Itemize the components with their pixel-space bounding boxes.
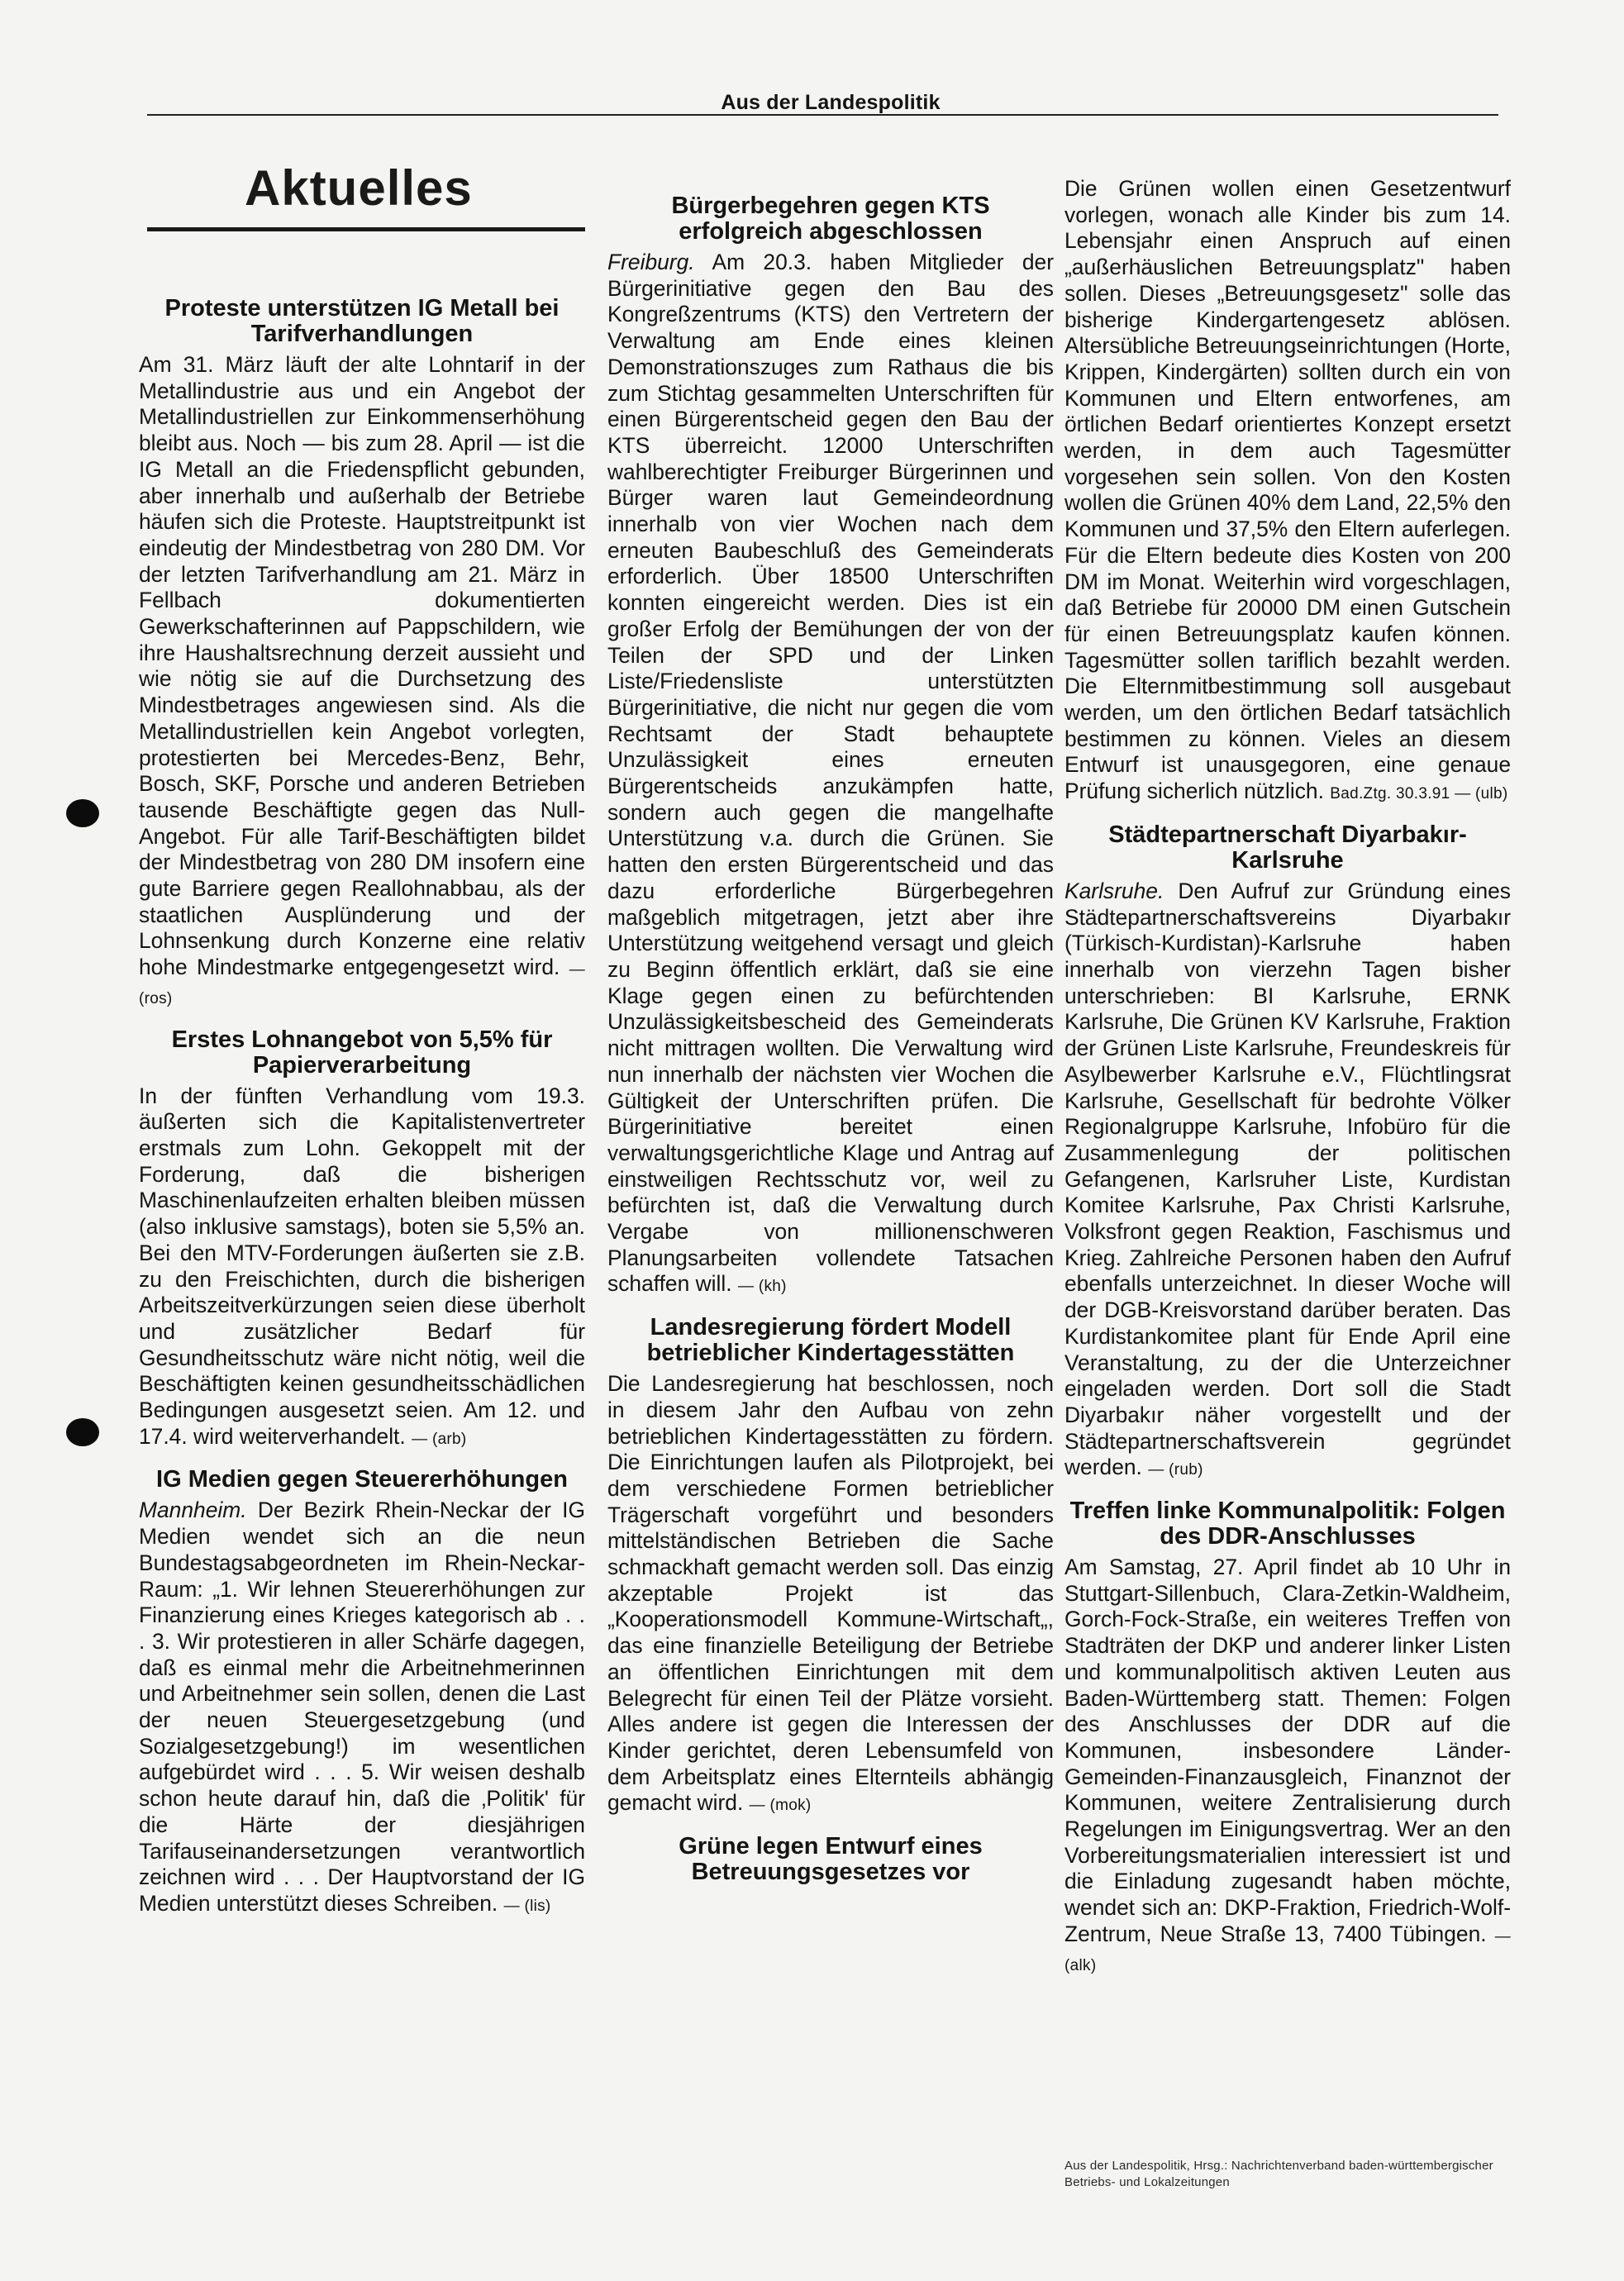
article-place: Mannheim.	[139, 1498, 247, 1523]
section-header: Aus der Landespolitik	[721, 91, 941, 114]
article-text: Am 20.3. haben Mitglieder der Bürgerinitiative gegen den Bau des Kongreßzentrums (KTS) den Vertretern der Verwaltung am Ende eines kleinen Demonstrationszuges zum Rathaus die bis zum Stichtag gesammelten Unterschriften für einen Bürgerentscheid gegen den Bau der KTS überreicht. 12000 Unterschriften wahlberechtigter Freiburger Bürgerinnen und Bürger waren laut Gemeindeordnung innerhalb von vier Wochen nach dem erneuten Baubeschluß des Gemeinderats erforderlich. Über 18500 Unterschriften konnten eingereicht werden. Dies ist ein großer Erfolg der Bemühungen der von der Teilen der SPD und der Linken Liste/Friedensliste unterstützten Bürgerinitiative, die nicht nur gegen die vom Rechtsamt der Stadt behauptete Unzulässigkeit eines erneuten Bürgerentscheids anzukämpfen hatte, sondern auch gegen die mangelhafte Unterstützung v.a. durch die Grünen. Sie hatten den ersten Bürgerentscheid und das dazu erforderliche Bürgerbegehren maßgeblich mitgetragen, jetzt aber ihre Unterstützung weitgehend versagt und gleich zu Beginn öffentlich erklärt, daß sie eine Klage gegen einen zu befürchtenden Unzulässigkeitsbescheid des Gemeinderats nicht mittragen wollten. Die Verwaltung wird nun innerhalb der nächsten vier Wochen die Gültigkeit der Unterschriften prüfen. Die Bürgerinitiative bereitet einen verwaltungsgerichtliche Klage und Antrag auf einstweiligen Rechtsschutz vor, weil zu befürchten ist, daß die Verwaltung durch Vergabe von millionenschweren Planungsarbeiten vollendete Tatsachen schaffen will.	[607, 250, 1054, 1297]
article-title: Proteste unterstützen IG Metall bei Tarifverhandlungen	[164, 295, 560, 347]
article-text: Am 31. März läuft der alte Lohntarif in der Metallindustrie aus und ein Angebot der Metallindustriellen zur Einkommenserhöhung bleibt aus. Noch — bis zum 28. April — ist die IG Metall an die Friedenspflicht gebunden, aber innerhalb und außerhalb der Betriebe häufen sich die Proteste. Hauptstreitpunkt ist eindeutig der Mindestbetrag von 280 DM. Vor der letzten Tarifverhandlung am 21. März in Fellbach dokumentierten Gewerkschafterinnen auf Pappschildern, wie ihre Haushaltsrechnung derzeit aussieht und wie nötig sie auf die Durchsetzung des Mindestbetrages angewiesen sind. Als die Metallindustriellen kein Angebot vorlegten, protestierten bei Mercedes-Benz, Behr, Bosch, SKF, Porsche und anderen Betrieben tausende Beschäftigte gegen das Null-Angebot. Für alle Tarif-Beschäftigten bildet der Mindestbetrag von 280 DM insofern eine gute Barriere gegen Reallohnabbau, als der staatlichen Ausplünderung und der Lohnsenkung durch Konzerne eine relativ hohe Mindestmarke entgegengesetzt wird.	[139, 352, 585, 980]
article	[607, 1834, 1054, 1885]
article-place: Karlsruhe.	[1064, 878, 1164, 903]
article-text: In der fünften Verhandlung vom 19.3. äußerten sich die Kapitalistenvertreter erstmals zum Lohn. Gekoppelt mit der Forderung, daß die bisherigen Maschinenlaufzeiten erhalten bleiben müssen (also inklusive samstags), boten sie 5,5% an. Bei den MTV-Forderungen äußerten sie z.B. zu den Freischichten, durch die bisherigen Arbeitszeitverkürzungen seien diese überholt und zusätzlicher Bedarf für Gesundheitsschutz wäre nicht nötig, weil die Beschäftigten keinen gesundheitsschädlichen Bedingungen ausgesetzt seien. Am 12. und 17.4. wird weiterverhandelt.	[139, 1083, 585, 1449]
column-1	[139, 296, 585, 1935]
article-signature: — (arb)	[412, 1430, 467, 1448]
column-2	[607, 193, 1054, 1890]
article-body	[139, 1498, 585, 1919]
article-continued	[1064, 176, 1511, 807]
article	[607, 1315, 1054, 1819]
article-text: Der Bezirk Rhein-Neckar der IG Medien wendet sich an die neun Bundestagsabgeordneten im Rhein-Neckar-Raum: „1. Wir lehnen Steuererhöhungen zur Finanzierung eines Krieges kategorisch ab . . . 3. Wir protestieren in aller Schärfe dagegen, daß es einmal mehr die Arbeitnehmerinnen und Arbeitnehmer sein sollen, denen die Last der neuen Steuergesetzgebung (und Sozialgesetzgebung!) im wesentlichen aufgebürdet wird . . . 5. Wir weisen deshalb schon heute darauf hin, daß die ‚Politik' für die Härte der diesjährigen Tarifauseinandersetzungen verantwortlich zeichnen wird . . . Der Hauptvorstand der IG Medien unterstützt dieses Schreiben.	[139, 1498, 585, 1916]
article	[139, 1027, 585, 1453]
publisher-footer: Aus der Landespolitik, Hrsg.: Nachrichtenverband baden-württembergischer Betriebs- und Lokalzeitungen	[1064, 2159, 1493, 2189]
title-underline	[147, 227, 585, 231]
article-signature: — (alk)	[1064, 1927, 1511, 1974]
article-place: Freiburg.	[607, 250, 695, 274]
article-body	[139, 352, 585, 1012]
article-body	[1064, 879, 1511, 1483]
article-body	[607, 1371, 1054, 1819]
article-signature: — (rub)	[1148, 1461, 1203, 1479]
punch-hole	[66, 799, 99, 827]
punch-hole	[66, 1418, 99, 1446]
article-signature: — (kh)	[737, 1278, 787, 1296]
article-text: Die Grünen wollen einen Gesetzentwurf vorlegen, wonach alle Kinder bis zum 14. Lebensjahr einen Anspruch auf einen „außerhäuslichen Betreuungsplatz" haben sollen. Dieses „Betreuungsgesetz" solle das bisherige Kindergartengesetz ablösen. Altersübliche Betreuungseinrichtungen (Horte, Krippen, Kindergärten) sollten durch ein von Kommunen und Eltern entworfenes, am örtlichen Bedarf orientiertes Konzept ersetzt werden, in dem auch Tagesmütter vorgesehen sein sollen. Von den Kosten wollen die Grünen 40% dem Land, 22,5% den Kommunen und 37,5% den Eltern auferlegen. Für die Eltern bedeute dies Kosten von 200 DM im Monat. Weiterhin wird vorgeschlagen, daß Betriebe für 20000 DM einen Gutschein für einen Betreuungsplatz kaufen können. Tagesmütter sollen tariflich bezahlt werden. Die Elternmitbestimmung soll ausgebaut werden, um den örtlichen Bedarf tatsächlich bestimmen zu können. Vieles an diesem Entwurf ist unausgegoren, eine genaue Prüfung sicherlich nützlich.	[1064, 176, 1511, 804]
article-text: Die Landesregierung hat beschlossen, noch in diesem Jahr den Aufbau von zehn betrieblichen Kindertagesstätten zu fördern. Die Einrichtungen laufen als Pilotprojekt, bei dem verschiedene Formen betrieblicher Trägerschaft vorgeführt und besonders mittelständischen Betrieben die Sache schmackhaft gemacht werden soll. Das einzig akzeptable Projekt ist das „Kooperationsmodell Kommune-Wirtschaft„, das eine finanzielle Beteiligung der Betriebe an öffentlichen Einrichtungen mit dem Belegrecht für einen Teil der Plätze vorsieht. Alles andere ist gegen die Interessen der Kinder gerichtet, deren Lebensumfeld von dem Arbeitsplatz eines Elternteils abhängig gemacht wird.	[607, 1371, 1054, 1816]
page-title: Aktuelles	[245, 160, 473, 216]
article-body	[1064, 1555, 1511, 1979]
article-text: Am Samstag, 27. April findet ab 10 Uhr in Stuttgart-Sillenbuch, Clara-Zetkin-Waldheim, Gorch-Fock-Straße, ein weiteres Treffen von Stadträten der DKP und anderer linker Listen und kommunalpolitisch aktiven Leuten aus Baden-Württemberg statt. Themen: Folgen des Anschlusses der DDR auf die Kommunen, insbesondere Länder-Gemeinden-Finanzausgleich, Finanznot der Kommunen, weitere Zentralisierung durch Regelungen im Einigungsvertrag. Wer an den Vorbereitungsmaterialien interessiert ist und die Einladung zugesandt haben möchte, wendet sich an: DKP-Fraktion, Friedrich-Wolf-Zentrum, Neue Straße 13, 7400 Tübingen.	[1064, 1555, 1511, 1946]
article-title: Landesregierung fördert Modell betrieblicher Kindertagesstätten	[646, 1314, 1015, 1367]
article-body	[1064, 176, 1511, 807]
article	[139, 296, 585, 1012]
article-title: Grüne legen Entwurf eines Betreuungsgesetzes vor	[679, 1833, 983, 1886]
article-signature: Bad.Ztg. 30.3.91 — (ulb)	[1330, 785, 1508, 803]
article-title: IG Medien gegen Steuererhöhungen	[156, 1466, 568, 1493]
page-title-block	[147, 160, 585, 234]
article-title: Bürgerbegehren gegen KTS erfolgreich abgeschlossen	[671, 193, 990, 245]
column-3	[1064, 176, 1511, 1993]
article-title: Erstes Lohnangebot von 5,5% für Papierverarbeitung	[171, 1026, 553, 1079]
article-title: Städtepartnerschaft Diyarbakır-Karlsruhe	[1108, 821, 1467, 874]
article	[607, 193, 1054, 1300]
article	[1064, 1498, 1511, 1979]
article-signature: — (mok)	[749, 1797, 812, 1815]
article-title: Treffen linke Kommunalpolitik: Folgen des DDR-Anschlusses	[1069, 1498, 1506, 1550]
article	[1064, 822, 1511, 1483]
article-signature: — (ros)	[139, 961, 585, 1007]
article-body	[607, 250, 1054, 1300]
article-text: Den Aufruf zur Gründung eines Städtepartnerschaftsvereins Diyarbakır (Türkisch-Kurdistan)-Karlsruhe haben innerhalb von vierzehn Tagen bisher unterschrieben: BI Karlsruhe, ERNK Karlsruhe, Die Grünen KV Karlsruhe, Fraktion der Grünen Liste Karlsruhe, Freundeskreis für Asylbewerber Karlsruhe e.V., Flüchtlingsrat Karlsruhe, Gesellschaft für bedrohte Völker Regionalgruppe Karlsruhe, Infobüro für die Zusammenlegung der politischen Gefangenen, Karlsruher Liste, Kurdistan Komitee Karlsruhe, Pax Christi Karlsruhe, Volksfront gegen Reaktion, Faschismus und Krieg. Zahlreiche Personen haben den Aufruf ebenfalls unterzeichnet. In dieser Woche will der DGB-Kreisvorstand darüber beraten. Das Kurdistankomitee plant für Ende April eine Veranstaltung, zu der die Unterzeichner eingeladen werden. Dort soll die Stadt Diyarbakır näher vorgestellt und der Städtepartnerschaftsverein gegründet werden.	[1064, 878, 1511, 1480]
article	[139, 1467, 585, 1919]
article-signature: — (lis)	[503, 1897, 551, 1915]
article-body	[139, 1083, 585, 1453]
